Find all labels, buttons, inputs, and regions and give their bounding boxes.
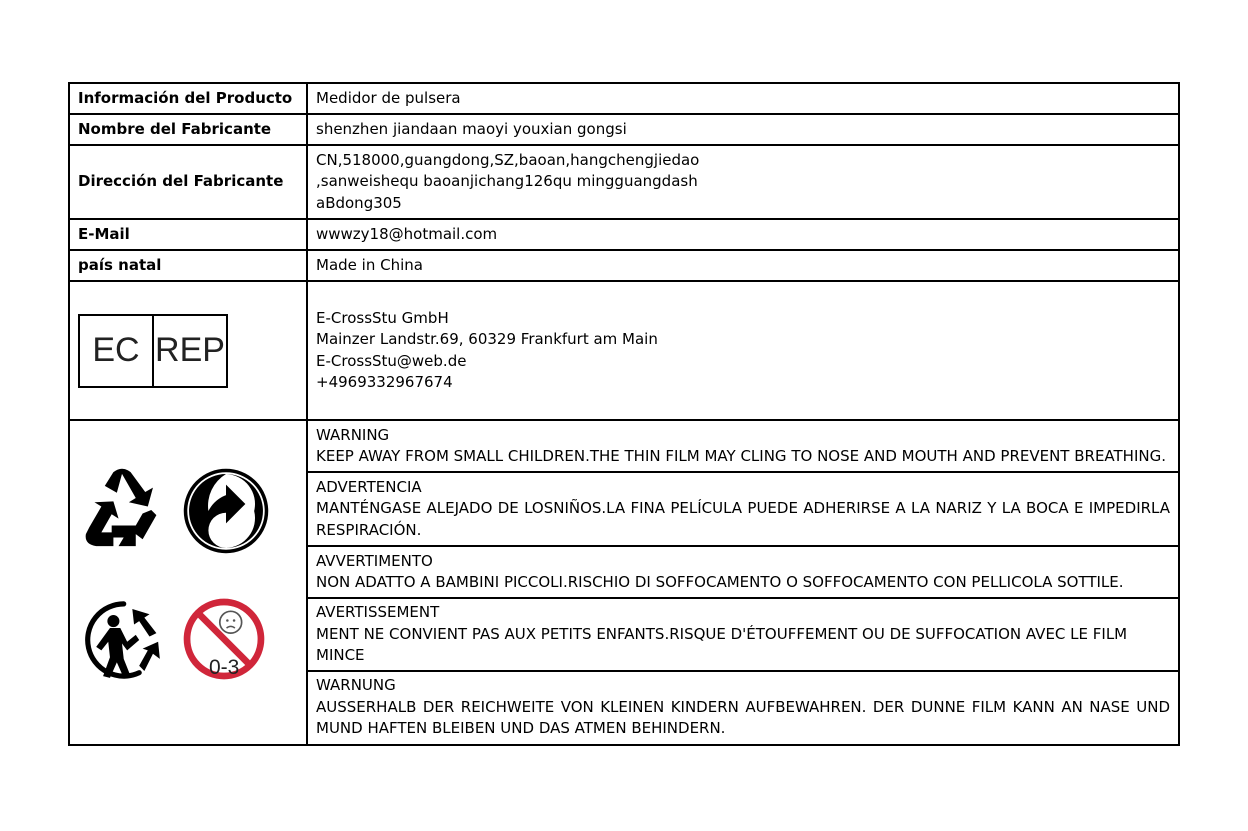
product-info-label: Información del Producto xyxy=(69,83,307,114)
address-line: ,sanweishequ baoanjichang126qu mingguangdash xyxy=(316,172,698,191)
warning-it xyxy=(307,546,1179,598)
manufacturer-name-value: shenzhen jiandaan maoyi youxian gongsi xyxy=(307,114,1179,145)
address-line: aBdong305 xyxy=(316,193,402,212)
warning-text: KEEP AWAY FROM SMALL CHILDREN.THE THIN FILM MAY CLING TO NOSE AND MOUTH AND PREVENT BREATHING. xyxy=(316,447,1166,465)
product-info-value: Medidor de pulsera xyxy=(307,83,1179,114)
symbols-grid xyxy=(70,432,306,732)
table-row xyxy=(69,83,1179,114)
warning-text: NON ADATTO A BAMBINI PICCOLI.RISCHIO DI SOFFOCAMENTO O SOFFOCAMENTO CON PELLICOLA SOTTILE. xyxy=(316,573,1124,591)
warning-heading: ADVERTENCIA xyxy=(316,477,422,496)
product-info-table xyxy=(68,82,1180,746)
table-row xyxy=(69,219,1179,250)
warning-heading: WARNING xyxy=(316,425,390,444)
symbols-cell xyxy=(69,420,307,745)
table-row xyxy=(69,281,1179,420)
email-label: E-Mail xyxy=(69,219,307,250)
ec-rep-address: Mainzer Landstr.69, 60329 Frankfurt am Main xyxy=(316,330,658,348)
warning-text: MENT NE CONVIENT PAS AUX PETITS ENFANTS.RISQUE D'ÉTOUFFEMENT OU DE SUFFOCATION AVEC LE FILM MINCE xyxy=(316,624,1128,664)
ec-rep-phone: +4969332967674 xyxy=(316,373,453,391)
manufacturer-name-label: Nombre del Fabricante xyxy=(69,114,307,145)
ec-rep-company: E-CrossStu GmbH xyxy=(316,308,449,327)
email-value: wwwzy18@hotmail.com xyxy=(307,219,1179,250)
warning-es xyxy=(307,472,1179,546)
table-row xyxy=(69,114,1179,145)
recycle-icon xyxy=(78,467,166,553)
address-line: CN,518000,guangdong,SZ,baoan,hangchengjiedao xyxy=(316,150,700,169)
ec-rep-symbol xyxy=(78,314,228,388)
table-row xyxy=(69,420,1179,472)
warning-heading: AVERTISSEMENT xyxy=(316,603,440,621)
table-row xyxy=(69,250,1179,281)
warning-heading: AVVERTIMENTO xyxy=(316,551,433,570)
triman-icon xyxy=(78,597,166,683)
rep-symbol-text: REP xyxy=(152,316,226,386)
table-row xyxy=(69,145,1179,219)
manufacturer-address-value xyxy=(307,145,1179,219)
warning-en xyxy=(307,420,1179,472)
manufacturer-address-label: Dirección del Fabricante xyxy=(69,145,307,219)
warning-heading: WARNUNG xyxy=(316,676,396,695)
country-value: Made in China xyxy=(307,250,1179,281)
ec-rep-symbol-cell xyxy=(69,281,307,420)
ec-symbol-text: EC xyxy=(92,330,140,369)
warning-text: MANTÉNGASE ALEJADO DE LOSNIÑOS.LA FINA PELÍCULA PUEDE ADHERIRSE A LA NARIZ Y LA BOCA E IMPEDIRLA RESPIRACIÓN. xyxy=(316,499,1170,539)
ec-rep-email: E-CrossStu@web.de xyxy=(316,351,467,370)
country-label: país natal xyxy=(69,250,307,281)
warning-de xyxy=(307,671,1179,745)
ec-rep-details xyxy=(307,281,1179,420)
age-label: 0-3 xyxy=(209,656,240,680)
warning-text: AUSSERHALB DER REICHWEITE VON KLEINEN KINDERN AUFBEWAHREN. DER DUNNE FILM KANN AN NASE UND MUND HAFTEN BLEIBEN UND DAS ATMEN BEHINDERN. xyxy=(316,697,1170,738)
green-dot-icon xyxy=(182,467,270,555)
warning-fr xyxy=(307,598,1179,671)
